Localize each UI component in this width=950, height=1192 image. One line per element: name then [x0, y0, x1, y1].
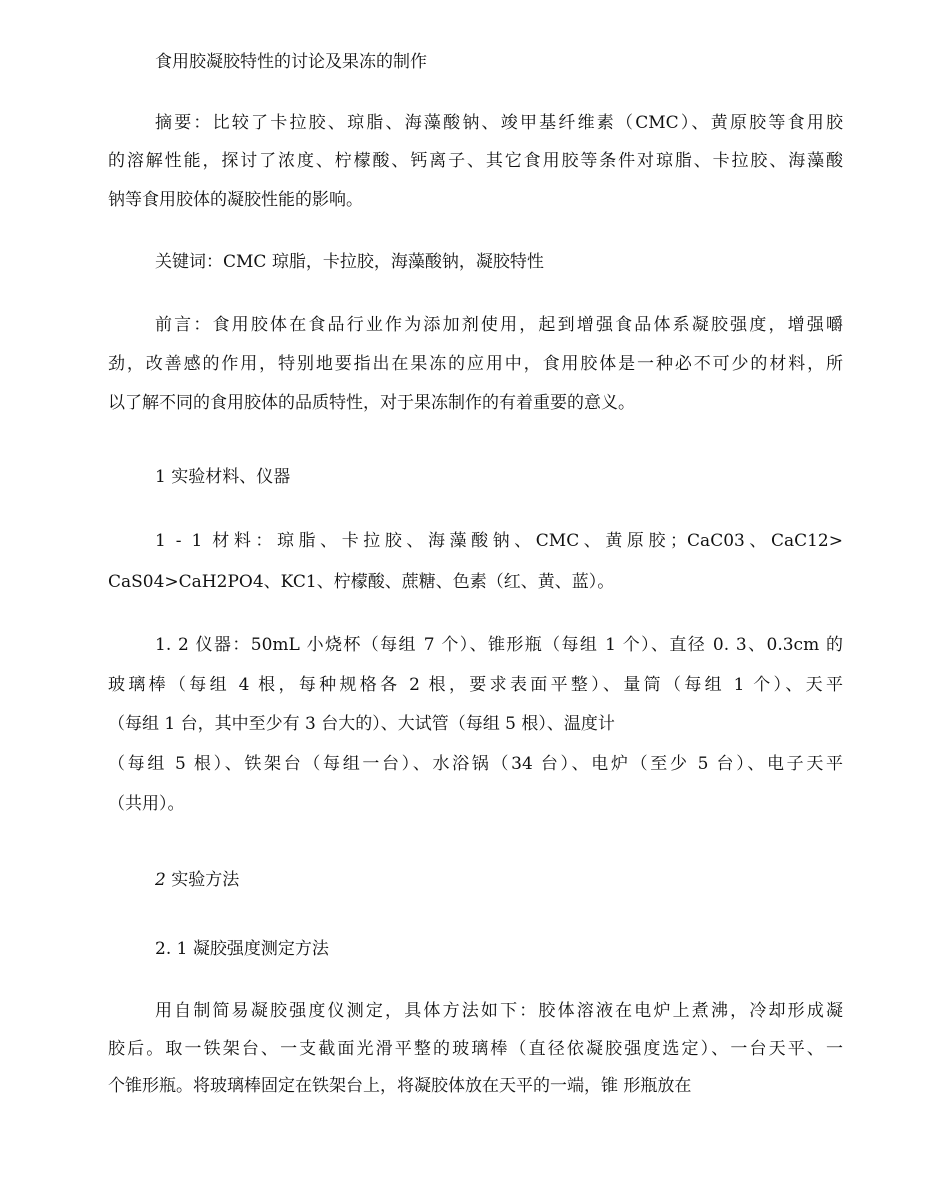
instruments-line-5: （共用）。 [108, 794, 185, 814]
materials-line-2: CaS04>CaH2PO4、KC1、柠檬酸、蔗糖、色素（红、黄、蓝）。 [108, 572, 615, 592]
section-1-heading: 1 实验材料、仪器 [155, 467, 291, 487]
preface-line-1: 前言：食用胶体在食品行业作为添加剂使用，起到增强食品体系凝胶强度，增强嚼 [155, 315, 843, 335]
section-2-heading-text: 实验方法 [165, 870, 240, 890]
preface-line-2: 劲，改善感的作用，特别地要指出在果冻的应用中，食用胶体是一种必不可少的材料，所 [108, 354, 843, 374]
abstract-line-2: 的溶解性能，探讨了浓度、柠檬酸、钙离子、其它食用胶等条件对琼脂、卡拉胶、海藻酸 [108, 151, 843, 171]
instruments-line-2: 玻璃棒（每组 4 根，每种规格各 2 根，要求表面平整）、量筒（每组 1 个）、天平 [108, 675, 843, 695]
instruments-line-4: （每组 5 根）、铁架台（每组一台）、水浴锅（34 台）、电炉（至少 5 台）、电子天平 [108, 754, 843, 774]
method-line-3: 个锥形瓶。将玻璃棒固定在铁架台上，将凝胶体放在天平的一端，锥 形瓶放在 [108, 1076, 692, 1096]
method-line-2: 胶后。取一铁架台、一支截面光滑平整的玻璃棒（直径依凝胶强度选定）、一台天平、一 [108, 1039, 843, 1059]
keywords: 关键词：CMC 琼脂，卡拉胶，海藻酸钠，凝胶特性 [155, 252, 544, 272]
method-line-1: 用自制简易凝胶强度仪测定，具体方法如下：胶体溶液在电炉上煮沸，冷却形成凝 [155, 1001, 843, 1021]
section-2-heading-number: 2 [155, 870, 166, 890]
subsection-2-1-heading: 2. 1 凝胶强度测定方法 [155, 939, 329, 959]
preface-line-3: 以了解不同的食用胶体的品质特性，对于果冻制作的有着重要的意义。 [108, 393, 635, 413]
section-2-heading [155, 868, 239, 892]
materials-line-1: 1 - 1 材料：琼脂、卡拉胶、海藻酸钠、CMC、黄原胶；CaC03、CaC12> [155, 531, 843, 551]
abstract-line-1: 摘要：比较了卡拉胶、琼脂、海藻酸钠、竣甲基纤维素（CMC）、黄原胶等食用胶 [155, 113, 843, 133]
instruments-line-3: （每组 1 台，其中至少有 3 台大的）、大试管（每组 5 根）、温度计 [108, 714, 615, 734]
instruments-line-1: 1. 2 仪器：50mL 小烧杯（每组 7 个）、锥形瓶（每组 1 个）、直径 0. 3、0.3cm 的 [155, 635, 843, 655]
abstract-line-3: 钠等食用胶体的凝胶性能的影响。 [108, 190, 363, 210]
document-title: 食用胶凝胶特性的讨论及果冻的制作 [155, 52, 427, 72]
